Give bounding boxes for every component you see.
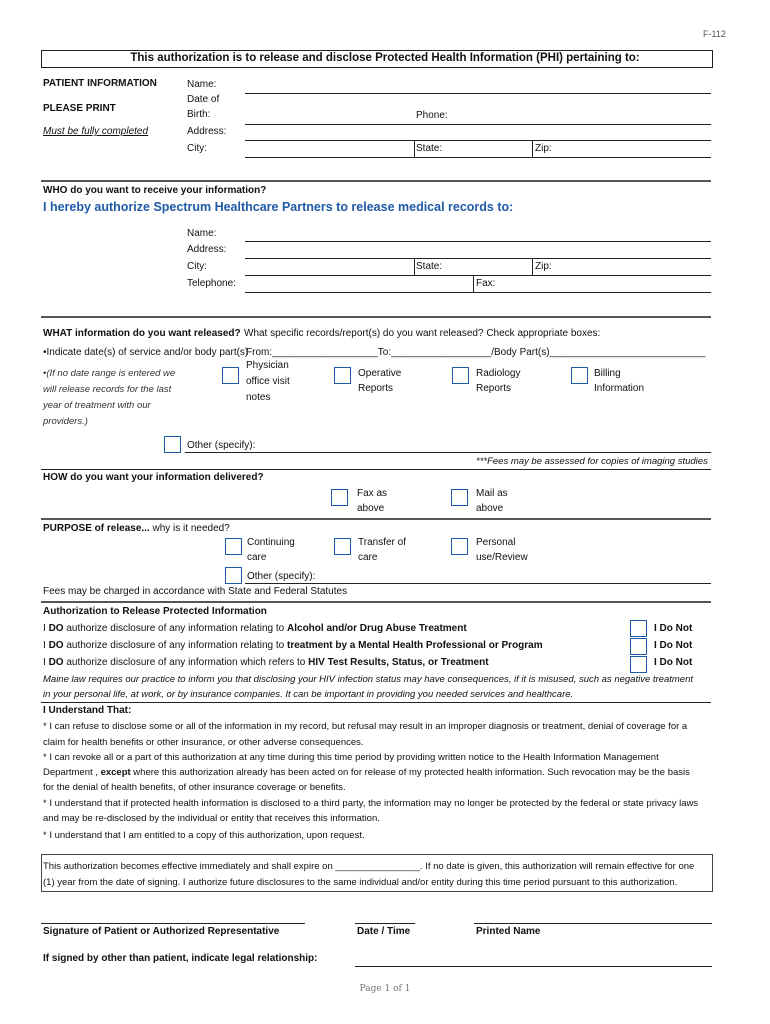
other-records-field[interactable] [185, 452, 711, 453]
fees-imaging-note: ***Fees may be assessed for copies of imaging studies [476, 456, 708, 467]
auth-row-hiv: I DO authorize disclosure of any information which refers to HIV Test Results, Status, or Treatment [43, 657, 489, 668]
range-note-2: will release records for the last [43, 384, 172, 395]
physician-label-1: Physician [246, 360, 289, 371]
other-purpose-label: Other (specify): [247, 571, 316, 582]
understand-p1a: * I can refuse to disclose some or all of the information in my record, but refusal may result in an improper diagnosis or treatment, denial of coverage for a [43, 721, 688, 732]
effective-line-1: This authorization becomes effective immediately and shall expire on ________________. If no date is given, this authorization will remain effective for one [43, 861, 695, 872]
divider [532, 141, 533, 157]
recipient-address-label: Address: [187, 244, 227, 255]
do-not-label: I Do Not [654, 640, 693, 651]
date-label: Date / Time [357, 926, 411, 937]
patient-info-heading: PATIENT INFORMATION [43, 78, 157, 89]
operative-label-1: Operative [358, 368, 402, 379]
form-id: F-112 [703, 29, 726, 39]
auth-heading: Authorization to Release Protected Information [43, 606, 267, 617]
recipient-address-field[interactable] [245, 258, 711, 259]
understand-p4: * I understand that I am entitled to a copy of this authorization, upon request. [43, 830, 365, 841]
do-not-hiv-checkbox[interactable] [630, 656, 647, 673]
please-print: PLEASE PRINT [43, 103, 116, 114]
continuing-care-checkbox[interactable] [225, 538, 242, 555]
other-records-checkbox[interactable] [164, 436, 181, 453]
recipient-fax-label: Fax: [476, 278, 496, 289]
authorize-statement: I hereby authorize Spectrum Healthcare Partners to release medical records to: [43, 200, 514, 214]
signature-field[interactable] [41, 923, 305, 924]
must-complete-note: Must be fully completed [43, 126, 149, 137]
do-not-label: I Do Not [654, 623, 693, 634]
purpose-question: PURPOSE of release... why is it needed? [43, 523, 230, 534]
section-divider [41, 316, 711, 318]
mail-label-1: Mail as [476, 488, 508, 499]
physician-label-3: notes [246, 392, 271, 403]
operative-reports-checkbox[interactable] [334, 367, 351, 384]
understand-heading: I Understand That: [43, 705, 132, 716]
recipient-name-field[interactable] [245, 241, 711, 242]
dates-note: •Indicate date(s) of service and/or body part(s) [43, 347, 249, 358]
patient-dob-label: Date of [187, 94, 220, 105]
signature-label: Signature of Patient or Authorized Representative [43, 926, 280, 937]
billing-label-1: Billing [594, 368, 621, 379]
maine-law-note-1: Maine law requires our practice to inform you that disclosing your HIV infection status may have consequences, if it is misused, such as negative treatment [43, 674, 694, 685]
section-divider [41, 702, 711, 703]
date-range-field[interactable]: From:___________________To:__________________/Body Part(s)____________________________ [246, 347, 706, 358]
recipient-state-label: State: [416, 261, 443, 272]
patient-dob-field[interactable] [245, 124, 711, 125]
personal-label-2: use/Review [476, 552, 528, 563]
section-divider [41, 601, 711, 603]
fees-note: Fees may be charged in accordance with State and Federal Statutes [43, 586, 348, 597]
understand-p3a: * I understand that if protected health information is disclosed to a third party, the information may no longer be protected by the federal or state privacy laws [43, 798, 699, 809]
transfer-label-1: Transfer of [358, 537, 406, 548]
recipient-telephone-label: Telephone: [187, 278, 236, 289]
auth-row-alcohol: I DO authorize disclosure of any information relating to Alcohol and/or Drug Abuse Treatment [43, 623, 467, 634]
do-not-alcohol-checkbox[interactable] [630, 620, 647, 637]
printed-name-label: Printed Name [476, 926, 541, 937]
patient-zip-label: Zip: [535, 143, 552, 154]
do-not-mental-health-checkbox[interactable] [630, 638, 647, 655]
understand-p2b: Department , except where this authorization already has been acted on for release of my protected health information. Such revocation may be the basis [43, 767, 690, 778]
patient-city-field[interactable] [245, 157, 711, 158]
mail-delivery-checkbox[interactable] [451, 489, 468, 506]
divider [473, 276, 474, 292]
printed-name-field[interactable] [474, 923, 712, 924]
patient-name-field[interactable] [245, 93, 711, 94]
understand-p3b: and may be re-disclosed by the individual or entity that receives this information. [43, 813, 380, 824]
maine-law-note-2: in your personal life, at work, or by insurance companies. It can be important in providing you needed services and healthcare. [43, 689, 574, 700]
patient-address-label: Address: [187, 126, 227, 137]
radiology-label-2: Reports [476, 383, 512, 394]
who-question: WHO do you want to receive your information? [43, 185, 267, 196]
section-divider [41, 518, 711, 520]
range-note-1: •(If no date range is entered we [43, 368, 176, 379]
section-divider [41, 180, 711, 182]
patient-city-label: City: [187, 143, 207, 154]
billing-info-checkbox[interactable] [571, 367, 588, 384]
recipient-name-label: Name: [187, 228, 217, 239]
relationship-label: If signed by other than patient, indicate legal relationship: [43, 953, 318, 964]
personal-label-1: Personal [476, 537, 516, 548]
patient-state-label: State: [416, 143, 443, 154]
recipient-zip-label: Zip: [535, 261, 552, 272]
mail-label-2: above [476, 503, 504, 514]
patient-address-field[interactable] [245, 140, 711, 141]
understand-p2c: for the denial of health benefits, of other insurance coverage or benefits. [43, 782, 346, 793]
other-purpose-field[interactable] [245, 583, 711, 584]
divider [532, 259, 533, 275]
page-title: This authorization is to release and disclose Protected Health Information (PHI) pertaining to: [130, 52, 640, 64]
continuing-label-2: care [247, 552, 267, 563]
physician-notes-checkbox[interactable] [222, 367, 239, 384]
range-note-4: providers.) [43, 416, 88, 427]
records-question: What specific records/report(s) do you want released? Check appropriate boxes: [244, 328, 601, 339]
radiology-reports-checkbox[interactable] [452, 367, 469, 384]
divider [414, 259, 415, 275]
recipient-city-label: City: [187, 261, 207, 272]
understand-p2a: * I can revoke all or a part of this authorization at any time during this time period by providing written notice to the Health Information Management [43, 752, 659, 763]
fax-label-1: Fax as [357, 488, 388, 499]
transfer-care-checkbox[interactable] [334, 538, 351, 555]
effective-line-2: (1) year from the date of signing. I authorize future disclosures to the same individual and/or entity during this time period pursuant to this authorization. [43, 877, 678, 888]
divider [414, 141, 415, 157]
other-purpose-checkbox[interactable] [225, 567, 242, 584]
date-field[interactable] [355, 923, 415, 924]
auth-row-mental-health: I DO authorize disclosure of any information relating to treatment by a Mental Health Professional or Program [43, 640, 543, 651]
understand-p1b: claim for health benefits or other insurance, or other adverse consequences. [43, 737, 364, 748]
fax-delivery-checkbox[interactable] [331, 489, 348, 506]
how-question: HOW do you want your information delivered? [43, 472, 264, 483]
do-not-label: I Do Not [654, 657, 693, 668]
physician-label-2: office visit [246, 376, 290, 387]
range-note-3: year of treatment with our [43, 400, 151, 411]
relationship-field[interactable] [355, 966, 712, 967]
operative-label-2: Reports [358, 383, 394, 394]
recipient-telephone-field[interactable] [245, 292, 711, 293]
personal-use-checkbox[interactable] [451, 538, 468, 555]
radiology-label-1: Radiology [476, 368, 521, 379]
billing-label-2: Information [594, 383, 645, 394]
transfer-label-2: care [358, 552, 378, 563]
other-records-label: Other (specify): [187, 440, 256, 451]
what-question: WHAT information do you want released? [43, 328, 241, 339]
patient-dob-label-2: Birth: [187, 109, 211, 120]
section-divider [41, 469, 711, 470]
page-number: Page 1 of 1 [359, 984, 411, 994]
patient-phone-label: Phone: [416, 110, 448, 121]
fax-label-2: above [357, 503, 385, 514]
recipient-city-field[interactable] [245, 275, 711, 276]
continuing-label-1: Continuing [247, 537, 295, 548]
patient-name-label: Name: [187, 79, 217, 90]
